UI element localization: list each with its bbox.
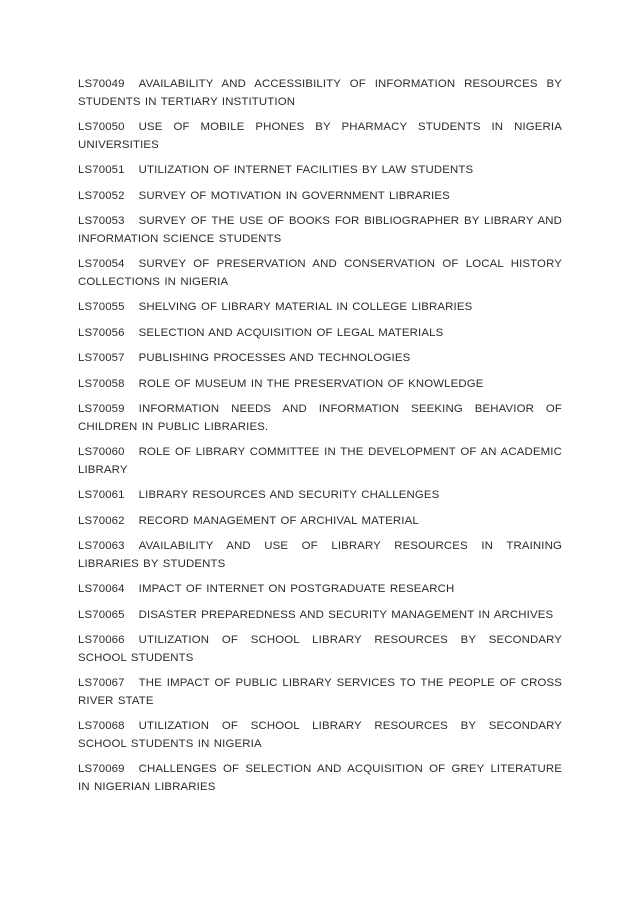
item-code: LS70053	[78, 215, 125, 227]
item-title: IMPACT OF INTERNET ON POSTGRADUATE RESEARCH	[138, 583, 455, 595]
item-title: DISASTER PREPAREDNESS AND SECURITY MANAGEMENT IN ARCHIVES	[138, 608, 554, 621]
item-title: AVAILABILITY AND ACCESSIBILITY OF INFORMATION RESOURCES BY STUDENTS IN TERTIARY INSTITUTION	[78, 78, 562, 108]
item-title: UTILIZATION OF SCHOOL LIBRARY RESOURCES BY SECONDARY SCHOOL STUDENTS IN NIGERIA	[78, 720, 562, 750]
list-item	[78, 76, 562, 111]
item-title: AVAILABILITY AND USE OF LIBRARY RESOURCES IN TRAINING LIBRARIES BY STUDENTS	[78, 540, 562, 570]
item-code: LS70063	[78, 540, 125, 552]
item-title: ROLE OF LIBRARY COMMITTEE IN THE DEVELOPMENT OF AN ACADEMIC LIBRARY	[78, 446, 562, 476]
list-item	[78, 487, 562, 505]
item-title: UTILIZATION OF INTERNET FACILITIES BY LAW STUDENTS	[138, 164, 474, 176]
item-code: LS70056	[78, 326, 125, 339]
item-title: SURVEY OF THE USE OF BOOKS FOR BIBLIOGRAPHER BY LIBRARY AND INFORMATION SCIENCE STUDENTS	[78, 215, 562, 245]
list-item	[78, 350, 562, 368]
list-item	[78, 376, 562, 394]
item-code: LS70069	[78, 763, 125, 775]
item-code: LS70059	[78, 403, 125, 415]
list-item	[78, 675, 562, 710]
item-code: LS70061	[78, 489, 125, 501]
item-code: LS70058	[78, 377, 125, 390]
item-code: LS70067	[78, 677, 125, 689]
list-item	[78, 256, 562, 291]
item-title: THE IMPACT OF PUBLIC LIBRARY SERVICES TO THE PEOPLE OF CROSS RIVER STATE	[78, 677, 562, 707]
item-code: LS70062	[78, 514, 125, 527]
item-title: SHELVING OF LIBRARY MATERIAL IN COLLEGE LIBRARIES	[138, 301, 473, 313]
list-item	[78, 538, 562, 573]
item-code: LS70066	[78, 634, 125, 646]
list-item	[78, 632, 562, 667]
list-item	[78, 581, 562, 599]
item-code: LS70051	[78, 164, 125, 176]
item-code: LS70064	[78, 583, 125, 595]
item-title: PUBLISHING PROCESSES AND TECHNOLOGIES	[138, 352, 411, 364]
list-item	[78, 188, 562, 206]
list-item	[78, 299, 562, 317]
list-item	[78, 213, 562, 248]
list-item	[78, 325, 562, 343]
item-code: LS70049	[78, 78, 125, 90]
list-item	[78, 119, 562, 154]
item-title: USE OF MOBILE PHONES BY PHARMACY STUDENTS IN NIGERIA UNIVERSITIES	[78, 121, 562, 151]
item-title: SURVEY OF MOTIVATION IN GOVERNMENT LIBRARIES	[138, 189, 450, 202]
item-code: LS70057	[78, 352, 125, 364]
list-item	[78, 761, 562, 796]
item-title: INFORMATION NEEDS AND INFORMATION SEEKING BEHAVIOR OF CHILDREN IN PUBLIC LIBRARIES.	[78, 403, 562, 433]
item-code: LS70065	[78, 608, 125, 621]
item-code: LS70060	[78, 446, 125, 458]
item-code: LS70055	[78, 301, 125, 313]
list-item	[78, 607, 562, 625]
item-code: LS70068	[78, 720, 125, 732]
item-title: CHALLENGES OF SELECTION AND ACQUISITION OF GREY LITERATURE IN NIGERIAN LIBRARIES	[78, 763, 562, 793]
list-item	[78, 718, 562, 753]
item-title: LIBRARY RESOURCES AND SECURITY CHALLENGES	[138, 489, 440, 501]
list-item	[78, 162, 562, 180]
document-page	[78, 76, 562, 804]
item-code: LS70054	[78, 258, 125, 270]
item-title: ROLE OF MUSEUM IN THE PRESERVATION OF KNOWLEDGE	[138, 377, 484, 390]
item-title: SURVEY OF PRESERVATION AND CONSERVATION OF LOCAL HISTORY COLLECTIONS IN NIGERIA	[78, 258, 562, 288]
item-code: LS70050	[78, 121, 125, 133]
list-item	[78, 513, 562, 531]
item-title: RECORD MANAGEMENT OF ARCHIVAL MATERIAL	[138, 514, 419, 527]
item-code: LS70052	[78, 189, 125, 202]
item-title: SELECTION AND ACQUISITION OF LEGAL MATERIALS	[138, 326, 444, 339]
item-title: UTILIZATION OF SCHOOL LIBRARY RESOURCES BY SECONDARY SCHOOL STUDENTS	[78, 634, 562, 664]
list-item	[78, 444, 562, 479]
list-item	[78, 401, 562, 436]
